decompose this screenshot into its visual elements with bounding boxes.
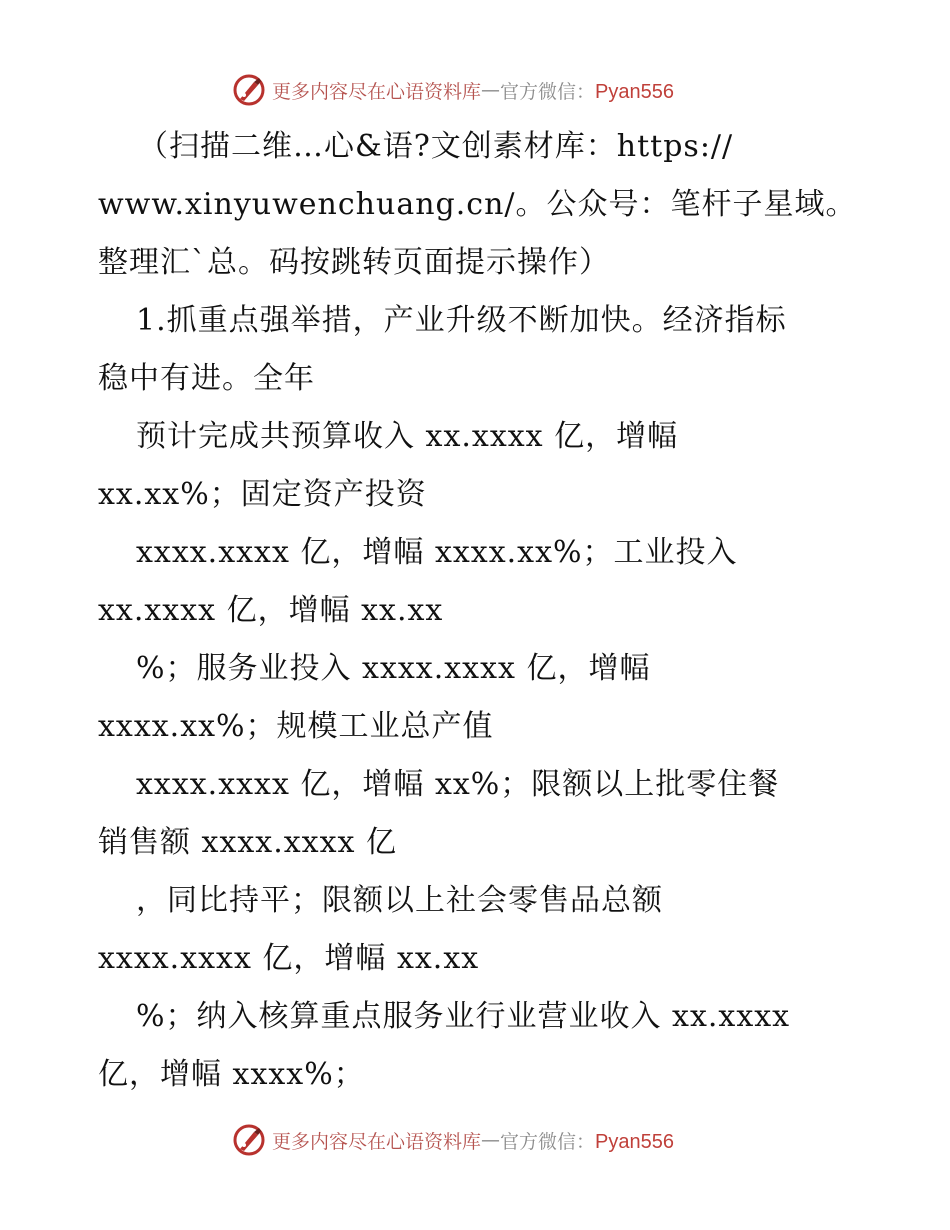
body-line: 销售额 xxxx.xxxx 亿 — [98, 825, 397, 860]
watermark-brand: 更多内容尽在心语资料库 — [272, 80, 482, 103]
watermark-contact — [500, 77, 674, 104]
body-line: www.xinyuwenchuang.cn/。公众号：笔杆子星域。 — [98, 187, 857, 222]
body-line: xx.xx%；固定资产投资 — [98, 477, 427, 512]
body-line: xxxx.xx%；规模工业总产值 — [98, 709, 494, 744]
footer-watermark — [232, 1122, 732, 1158]
watermark-separator: — — [481, 1129, 501, 1151]
body-line: 亿，增幅 xxxx%； — [98, 1057, 365, 1092]
watermark-separator: — — [481, 79, 501, 101]
quill-pen-seal-icon — [232, 73, 266, 107]
body-line: ，同比持平；限额以上社会零售品总额 — [136, 883, 663, 918]
watermark-brand: 更多内容尽在心语资料库 — [272, 1130, 482, 1153]
body-line: xx.xxxx 亿，增幅 xx.xx — [98, 593, 444, 628]
watermark-contact — [500, 1127, 674, 1154]
body-line: 稳中有进。全年 — [98, 361, 315, 396]
body-line: %；纳入核算重点服务业行业营业收入 xx.xxxx — [136, 999, 791, 1034]
body-line: xxxx.xxxx 亿，增幅 xxxx.xx%；工业投入 — [136, 535, 738, 570]
body-line: xxxx.xxxx 亿，增幅 xx.xx — [98, 941, 480, 976]
watermark-contact-id: Pyan556 — [595, 1130, 674, 1153]
watermark-contact-id: Pyan556 — [595, 80, 674, 103]
watermark-contact-label: 官方微信： — [500, 1130, 596, 1153]
body-line: 1.抓重点强举措，产业升级不断加快。经济指标 — [136, 303, 787, 338]
body-line: %；服务业投入 xxxx.xxxx 亿，增幅 — [136, 651, 651, 686]
body-line: xxxx.xxxx 亿，增幅 xx%；限额以上批零住餐 — [136, 767, 780, 802]
quill-pen-seal-icon — [232, 1123, 266, 1157]
header-watermark — [232, 72, 732, 108]
watermark-contact-label: 官方微信： — [500, 80, 596, 103]
body-line: （扫描二维…心&语?文创素材库：https:// — [138, 129, 734, 164]
body-line: 预计完成共预算收入 xx.xxxx 亿，增幅 — [136, 419, 679, 454]
body-line: 整理汇`总。码按跳转页面提示操作） — [98, 245, 610, 280]
